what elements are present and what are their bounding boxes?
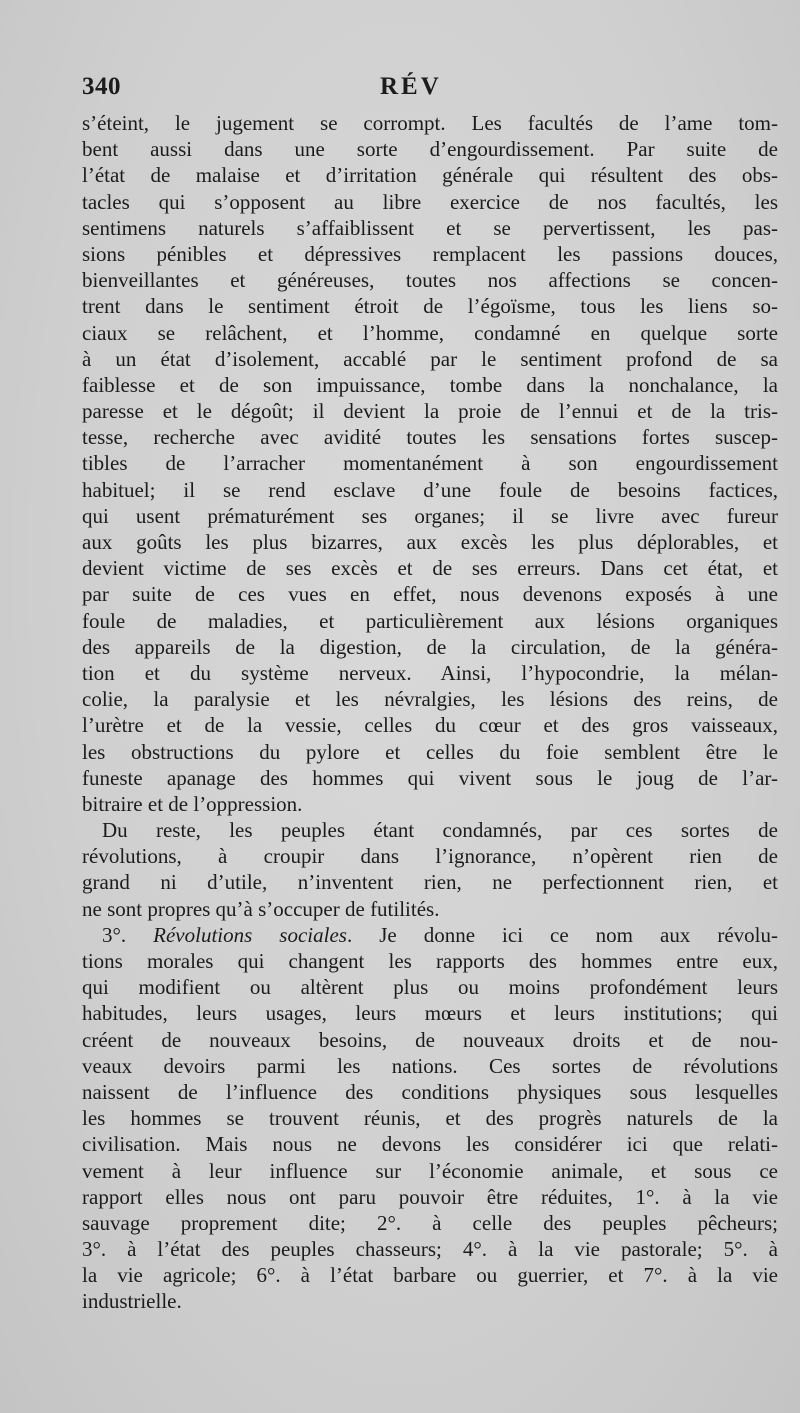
text-line: s’éteint, le jugement se corrompt. Les facultés de l’ame tom-: [82, 111, 778, 135]
text-line: par suite de ces vues en effet, nous devenons exposés à une: [82, 582, 778, 607]
text-line: sentimens naturels s’affaiblissent et se pervertissent, les pas-: [82, 215, 778, 240]
text-line: vement à leur influence sur l’économie animale, et sous ce: [82, 1158, 778, 1183]
text-line: faiblesse et de son impuissance, tombe dans la nonchalance, la: [82, 372, 778, 397]
text-line: tacles qui s’opposent au libre exercice de nos facultés, les: [82, 189, 778, 214]
text-line: les obstructions du pylore et celles du foie semblent être le: [82, 739, 778, 764]
text-line: bitraire et de l’oppression.: [82, 791, 303, 816]
text-line: industrielle.: [82, 1289, 182, 1314]
text-line: habituel; il se rend esclave d’une foule de besoins factices,: [82, 477, 778, 502]
text-line: 3°. à l’état des peuples chasseurs; 4°. à la vie pastorale; 5°. à: [82, 1237, 778, 1262]
text-line: tions morales qui changent les rapports des hommes entre eux,: [82, 949, 778, 973]
text-line: trent dans le sentiment étroit de l’égoïsme, tous les liens so-: [82, 294, 778, 319]
text-line: l’urètre et de la vessie, celles du cœur et des gros vaisseaux,: [82, 713, 778, 738]
text-line: ciaux se relâchent, et l’homme, condamné en quelque sorte: [82, 320, 778, 345]
text-line: des appareils de la digestion, de la circulation, de la généra-: [82, 634, 778, 659]
text-line-section-heading: [82, 922, 778, 948]
text-line: grand ni d’utile, n’inventent rien, ne perfectionnent rien, et: [82, 870, 778, 895]
text-line: bienveillantes et généreuses, toutes nos affections se concen-: [82, 268, 778, 293]
text-line: tibles de l’arracher momentanément à son engourdissement: [82, 451, 778, 476]
text-line: tion et du système nerveux. Ainsi, l’hypocondrie, la mélan-: [82, 660, 778, 685]
text-line: aux goûts les plus bizarres, aux excès les plus déplorables, et: [82, 530, 778, 554]
page-header: [82, 73, 760, 109]
text-line: foule de maladies, et particulièrement aux lésions organiques: [82, 608, 778, 633]
body-text: [82, 110, 778, 1315]
text-line: funeste apanage des hommes qui vivent sous le joug de l’ar-: [82, 765, 778, 790]
section-number-and-title: 3°. Révolutions sociales. Je donne ici ce nom aux révolu-: [102, 922, 778, 947]
text-line: tesse, recherche avec avidité toutes les sensations fortes suscep-: [82, 425, 778, 450]
text-line: devient victime de ses excès et de ses erreurs. Dans cet état, et: [82, 556, 778, 581]
text-line: habitudes, leurs usages, leurs mœurs et leurs institutions; qui: [82, 1001, 778, 1026]
text-line: Du reste, les peuples étant condamnés, par ces sortes de: [102, 818, 778, 843]
text-line: la vie agricole; 6°. à l’état barbare ou guerrier, et 7°. à la vie: [82, 1263, 778, 1288]
text-line: révolutions, à croupir dans l’ignorance, n’opèrent rien de: [82, 844, 778, 869]
text-line: les hommes se trouvent réunis, et des progrès naturels de la: [82, 1106, 778, 1131]
text-line: bent aussi dans une sorte d’engourdissement. Par suite de: [82, 137, 778, 162]
text-line: rapport elles nous ont paru pouvoir être réduites, 1°. à la vie: [82, 1184, 778, 1209]
text-line: sauvage proprement dite; 2°. à celle des peuples pêcheurs;: [82, 1210, 778, 1235]
text-line: colie, la paralysie et les névralgies, les lésions des reins, de: [82, 687, 778, 712]
text-line: créent de nouveaux besoins, de nouveaux droits et de nou-: [82, 1027, 778, 1052]
text-line: naissent de l’influence des conditions physiques sous lesquelles: [82, 1079, 778, 1104]
text-line: qui modifient ou altèrent plus ou moins profondément leurs: [82, 975, 778, 1000]
page-number: 340: [82, 73, 121, 100]
running-title: RÉV: [380, 73, 442, 100]
text-line: l’état de malaise et d’irritation générale qui résultent des obs-: [82, 163, 778, 188]
text-line: qui usent prématurément ses organes; il se livre avec fureur: [82, 503, 778, 528]
text-line: à un état d’isolement, accablé par le sentiment profond de sa: [82, 346, 778, 371]
text-line: veaux devoirs parmi les nations. Ces sortes de révolutions: [82, 1053, 778, 1078]
text-line: civilisation. Mais nous ne devons les considérer ici que relati-: [82, 1132, 778, 1157]
text-line: sions pénibles et dépressives remplacent les passions douces,: [82, 241, 778, 266]
text-line: ne sont propres qu’à s’occuper de futilités.: [82, 896, 440, 921]
text-line: paresse et le dégoût; il devient la proie de l’ennui et de la tris-: [82, 399, 778, 424]
